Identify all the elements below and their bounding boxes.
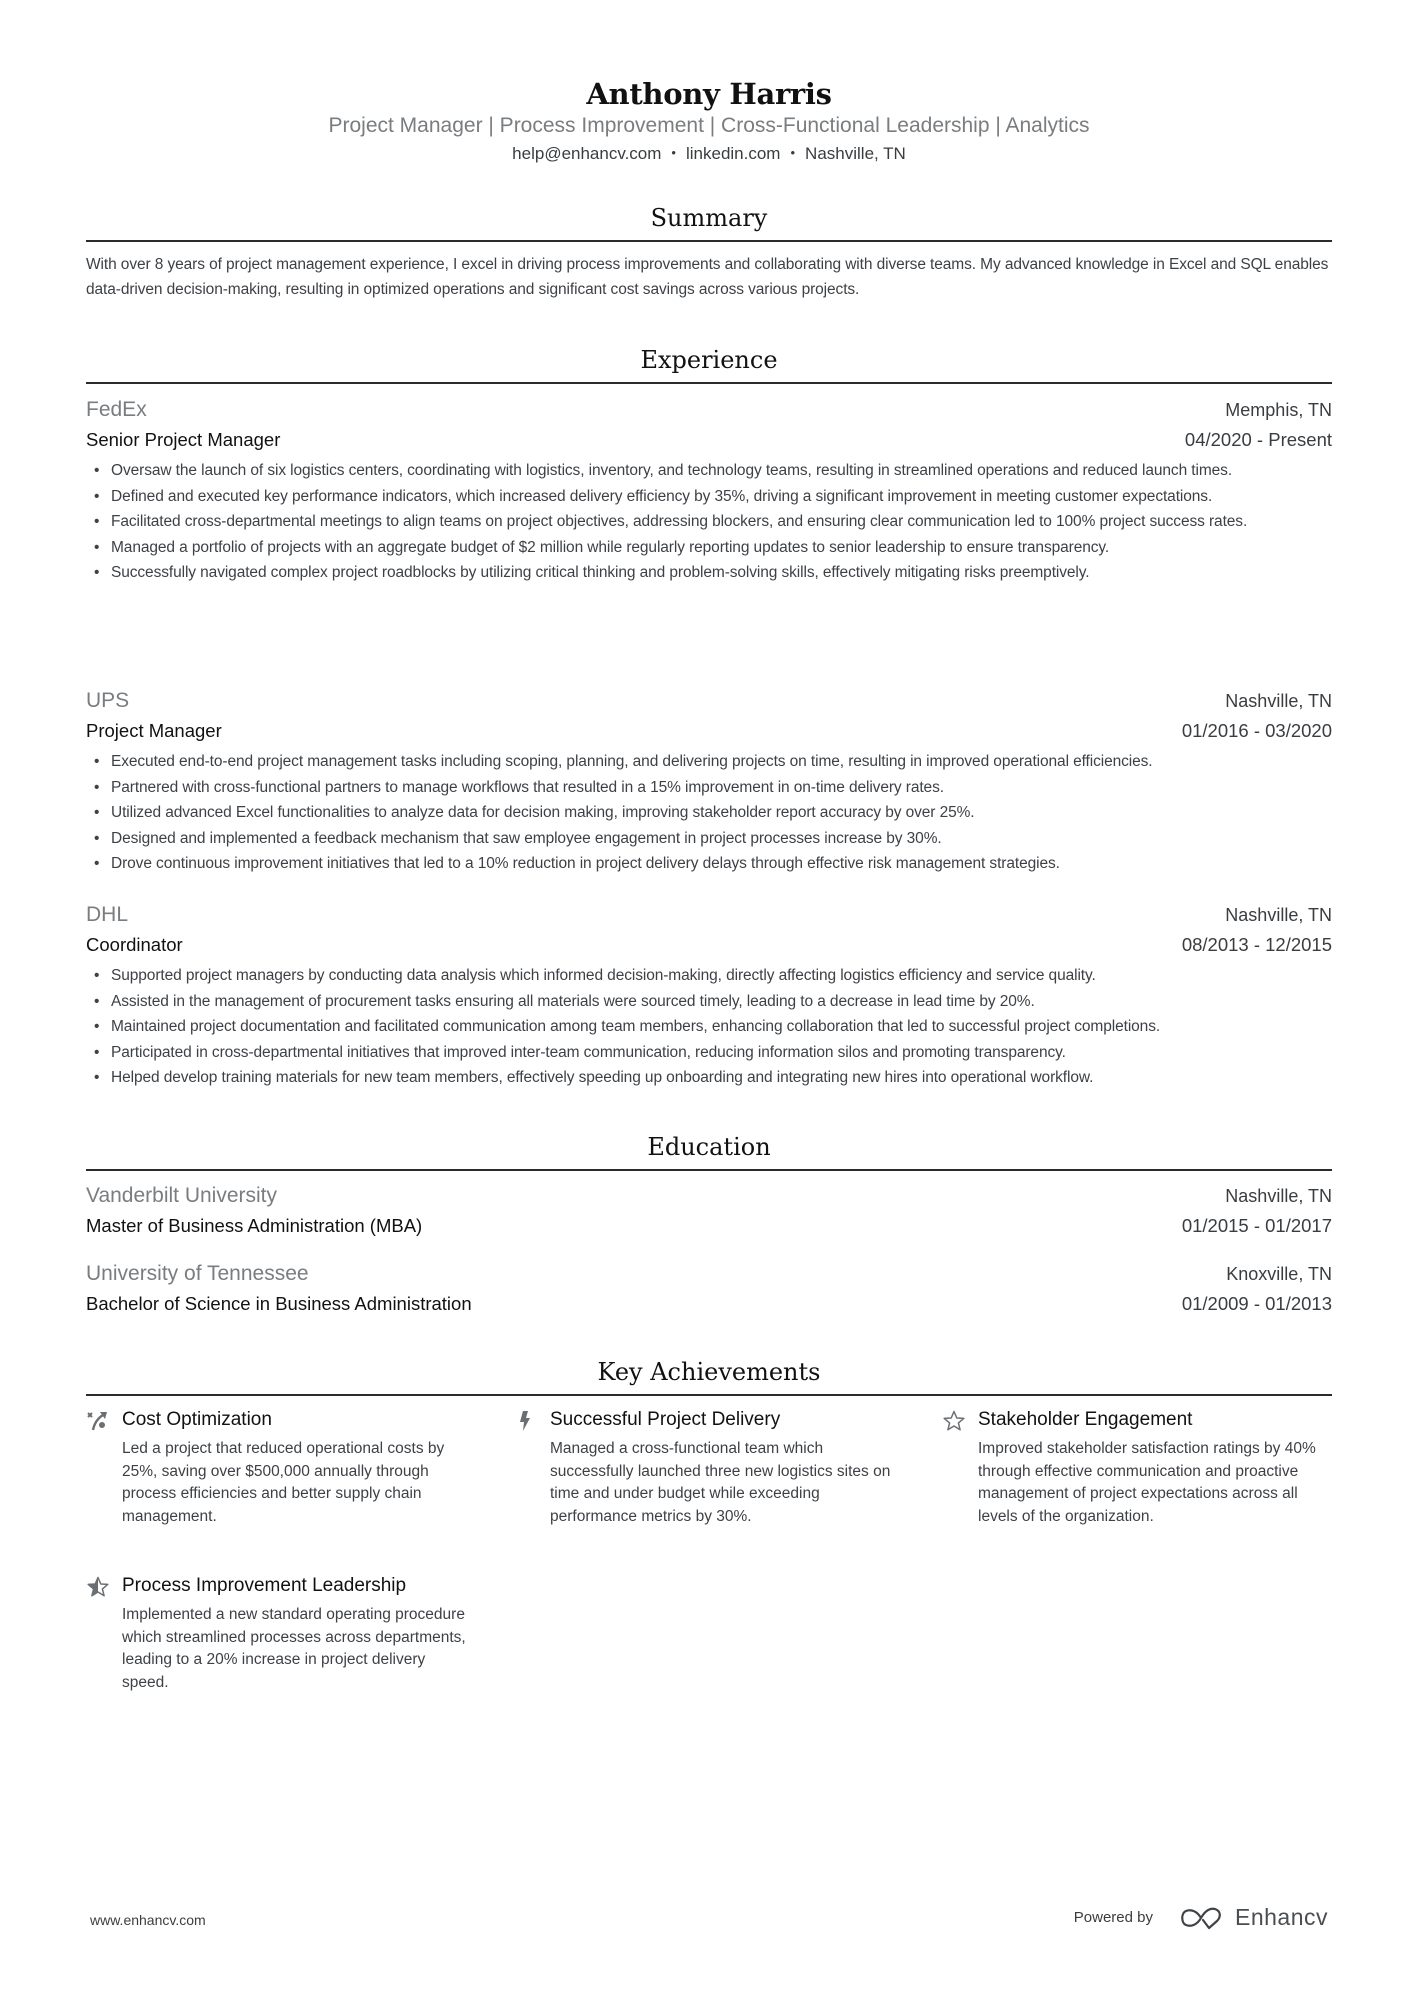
separator-dot: •	[671, 145, 676, 160]
contact-linkedin[interactable]: linkedin.com	[685, 144, 781, 163]
company-name: DHL	[86, 903, 129, 926]
job-location: Memphis, TN	[1225, 400, 1332, 420]
bullet-item: • Designed and implemented a feedback mechanism that saw employee engagement in project processes increase by 30%.	[86, 826, 1332, 852]
bullet-item: • Managed a portfolio of projects with an aggregate budget of $2 million while regularly reporting updates to senior leadership to ensure transparency.	[86, 535, 1332, 561]
achievement-project-delivery	[514, 1405, 894, 1528]
education-dates: 01/2015 - 01/2017	[1181, 1215, 1332, 1236]
section-divider	[86, 1394, 1332, 1396]
job-bullets	[86, 963, 1332, 1091]
half-star-icon	[86, 1576, 110, 1598]
achievement-title: Cost Optimization	[122, 1409, 272, 1430]
job-bullets	[86, 749, 1332, 877]
resume-header	[86, 76, 1332, 165]
achievement-stakeholder-engagement	[942, 1405, 1322, 1528]
brand-name: Enhancv	[1234, 1904, 1328, 1930]
bullet-item: • Helped develop training materials for new team members, effectively speeding up onboarding and integrating new hires into operational workflow.	[86, 1065, 1332, 1091]
education-entry-tennessee	[86, 1259, 1332, 1319]
school-name: Vanderbilt University	[86, 1184, 278, 1207]
section-title-achievements: Key Achievements	[597, 1358, 821, 1386]
bullet-item: • Partnered with cross-functional partners to manage workflows that resulted in a 15% improvement in on-time delivery rates.	[86, 775, 1332, 801]
bullet-item: • Drove continuous improvement initiatives that led to a 10% reduction in project delivery delays through effective risk management strategies.	[86, 851, 1332, 877]
experience-entry-ups	[86, 686, 1332, 877]
company-name: FedEx	[86, 398, 147, 421]
contact-email[interactable]: help@enhancv.com	[512, 144, 662, 163]
job-dates: 01/2016 - 03/2020	[1181, 720, 1332, 741]
bullet-item: • Facilitated cross-departmental meetings to align teams on project objectives, addressing blockers, and ensuring clear communication led to 100% project success rates.	[86, 509, 1332, 535]
achievement-cost-optimization	[86, 1405, 466, 1528]
contact-location: Nashville, TN	[805, 144, 906, 163]
job-title: Senior Project Manager	[86, 429, 281, 450]
candidate-headline: Project Manager | Process Improvement | Cross-Functional Leadership | Analytics	[328, 114, 1090, 137]
bullet-item: • Maintained project documentation and facilitated communication among team members, enhancing collaboration that led to successful project completions.	[86, 1014, 1332, 1040]
job-title: Project Manager	[86, 720, 222, 741]
bullet-item: • Supported project managers by conducting data analysis which informed decision-making, directly affecting logistics efficiency and service quality.	[86, 963, 1332, 989]
bullet-item: • Utilized advanced Excel functionalities to analyze data for decision making, improving stakeholder report accuracy by over 25%.	[86, 800, 1332, 826]
school-name: University of Tennessee	[86, 1262, 309, 1285]
footer-branding	[1074, 1904, 1328, 1931]
powered-by-label: Powered by	[1073, 1909, 1153, 1926]
education-section	[86, 1132, 1332, 1171]
job-location: Nashville, TN	[1225, 905, 1332, 925]
strategy-icon	[86, 1410, 110, 1432]
job-dates: 08/2013 - 12/2015	[1181, 934, 1332, 955]
bullet-item: • Oversaw the launch of six logistics centers, coordinating with logistics, inventory, and technology teams, resulting in streamlined operations and reduced launch times.	[86, 458, 1332, 484]
achievement-description: Led a project that reduced operational costs by 25%, saving over $500,000 annually through process efficiencies and better supply chain management.	[122, 1440, 445, 1525]
section-title-experience: Experience	[640, 346, 778, 374]
achievement-description: Implemented a new standard operating procedure which streamlined processes across departments, leading to a 20% increase in project delivery speed.	[122, 1606, 466, 1691]
education-entry-vanderbilt	[86, 1181, 1332, 1241]
experience-section	[86, 345, 1332, 384]
achievement-title: Process Improvement Leadership	[122, 1575, 407, 1596]
degree: Bachelor of Science in Business Administration	[86, 1293, 472, 1314]
infinity-heart-icon	[1179, 1906, 1225, 1930]
school-location: Knoxville, TN	[1226, 1264, 1332, 1284]
candidate-name: Anthony Harris	[586, 77, 832, 111]
achievement-process-improvement	[86, 1571, 466, 1694]
summary-text: With over 8 years of project management experience, I excel in driving process improvements and collaborating with diverse teams. My advanced knowledge in Excel and SQL enables data-driven decision-making, resulting in optimized operations and significant cost savings across various projects.	[86, 256, 1329, 298]
bullet-item: • Participated in cross-departmental initiatives that improved inter-team communication, reducing information silos and promoting transparency.	[86, 1040, 1332, 1066]
section-divider	[86, 240, 1332, 242]
bullet-item: • Defined and executed key performance indicators, which increased delivery efficiency by 35%, driving a significant improvement in meeting customer expectations.	[86, 484, 1332, 510]
achievement-title: Successful Project Delivery	[550, 1409, 781, 1430]
section-title-education: Education	[647, 1133, 771, 1161]
education-dates: 01/2009 - 01/2013	[1181, 1293, 1332, 1314]
achievements-section	[86, 1357, 1332, 1396]
enhancv-logo[interactable]	[1179, 1904, 1328, 1931]
section-divider	[86, 1169, 1332, 1171]
bullet-item: • Executed end-to-end project management tasks including scoping, planning, and delivering projects on time, resulting in improved operational efficiencies.	[86, 749, 1332, 775]
lightning-bolt-icon	[514, 1410, 538, 1432]
footer-website[interactable]: www.enhancv.com	[90, 1912, 206, 1928]
job-dates: 04/2020 - Present	[1184, 429, 1332, 450]
job-location: Nashville, TN	[1225, 691, 1332, 711]
experience-entry-fedex	[86, 395, 1332, 586]
achievement-title: Stakeholder Engagement	[978, 1409, 1193, 1430]
job-bullets	[86, 458, 1332, 586]
company-name: UPS	[86, 689, 130, 712]
section-title-summary: Summary	[650, 204, 768, 232]
bullet-item: • Assisted in the management of procurement tasks ensuring all materials were sourced timely, leading to a decrease in lead time by 20%.	[86, 989, 1332, 1015]
experience-entry-dhl	[86, 900, 1332, 1091]
degree: Master of Business Administration (MBA)	[86, 1215, 423, 1236]
job-title: Coordinator	[86, 934, 183, 955]
section-divider	[86, 382, 1332, 384]
star-outline-icon	[942, 1410, 966, 1432]
summary-section	[86, 203, 1332, 302]
achievement-description: Managed a cross-functional team which successfully launched three new logistics sites on time and under budget while exceeding performance metrics by 30%.	[550, 1440, 891, 1525]
achievement-description: Improved stakeholder satisfaction ratings by 40% through effective communication and proactive management of project expectations across all levels of the organization.	[978, 1440, 1316, 1525]
separator-dot: •	[790, 145, 796, 160]
contact-line	[86, 142, 1332, 165]
bullet-item: • Successfully navigated complex project roadblocks by utilizing critical thinking and problem-solving skills, effectively mitigating risks preemptively.	[86, 560, 1332, 586]
school-location: Nashville, TN	[1225, 1186, 1332, 1206]
